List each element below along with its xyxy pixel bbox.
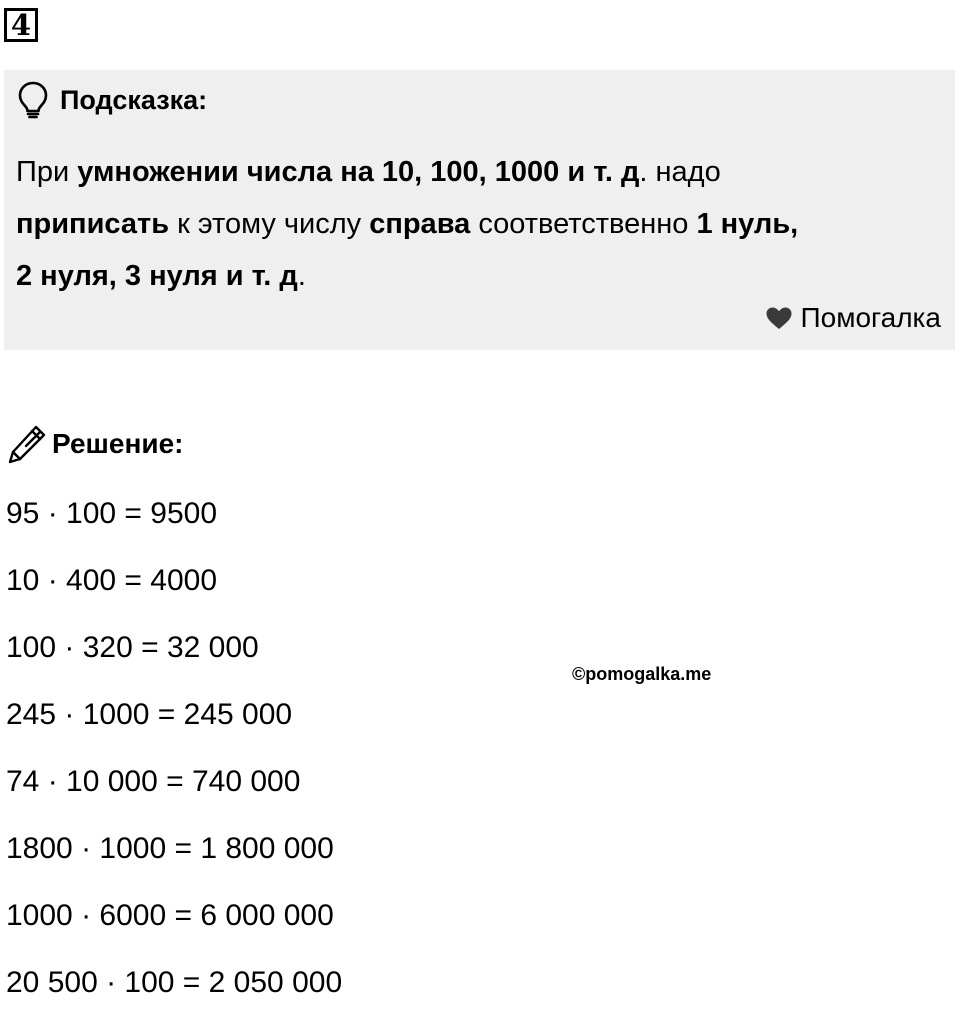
watermark: ©pomogalka.me: [572, 664, 712, 684]
equation: 1800 · 1000 = 1 800 000: [6, 832, 334, 865]
hint-text: [16, 146, 936, 302]
hint-title: Подсказка:: [60, 84, 208, 115]
brand-signature: [765, 302, 941, 334]
lightbulb-icon: [16, 80, 50, 120]
task-number-badge: 4: [4, 8, 38, 42]
brand-name: Помогалка: [800, 302, 941, 333]
equation: 95 · 100 = 9500: [6, 497, 218, 530]
solution-header: [6, 422, 183, 466]
heart-icon: [765, 306, 793, 330]
hint-line: [16, 146, 936, 198]
pencil-icon: [6, 423, 48, 465]
solution-title: Решение:: [52, 428, 184, 459]
hint-fragment: . надо: [639, 156, 721, 188]
equation: 74 · 10 000 = 740 000: [6, 765, 301, 798]
hint-fragment: соответственно: [470, 208, 697, 240]
hint-fragment: .: [297, 260, 306, 292]
equation: 20 500 · 100 = 2 050 000: [6, 966, 343, 999]
hint-fragment: При: [16, 156, 78, 188]
hint-fragment-bold: приписать: [16, 208, 170, 240]
hint-fragment-bold: умножении числа на 10, 100, 1000 и т. д: [77, 156, 640, 188]
hint-fragment-bold: 1 нуль,: [696, 208, 799, 240]
equation-list: [6, 492, 342, 1028]
hint-fragment-bold: 2 нуля, 3 нуля и т. д: [16, 260, 298, 292]
hint-fragment: к этому числу: [169, 208, 370, 240]
equation: 1000 · 6000 = 6 000 000: [6, 899, 334, 932]
equation: 100 · 320 = 32 000: [6, 631, 259, 664]
equation: 245 · 1000 = 245 000: [6, 698, 293, 731]
hint-box: [4, 70, 955, 350]
hint-header: [16, 80, 207, 120]
hint-line: [16, 250, 936, 302]
hint-fragment-bold: справа: [369, 208, 471, 240]
hint-line: [16, 198, 936, 250]
equation: 10 · 400 = 4000: [6, 564, 218, 597]
